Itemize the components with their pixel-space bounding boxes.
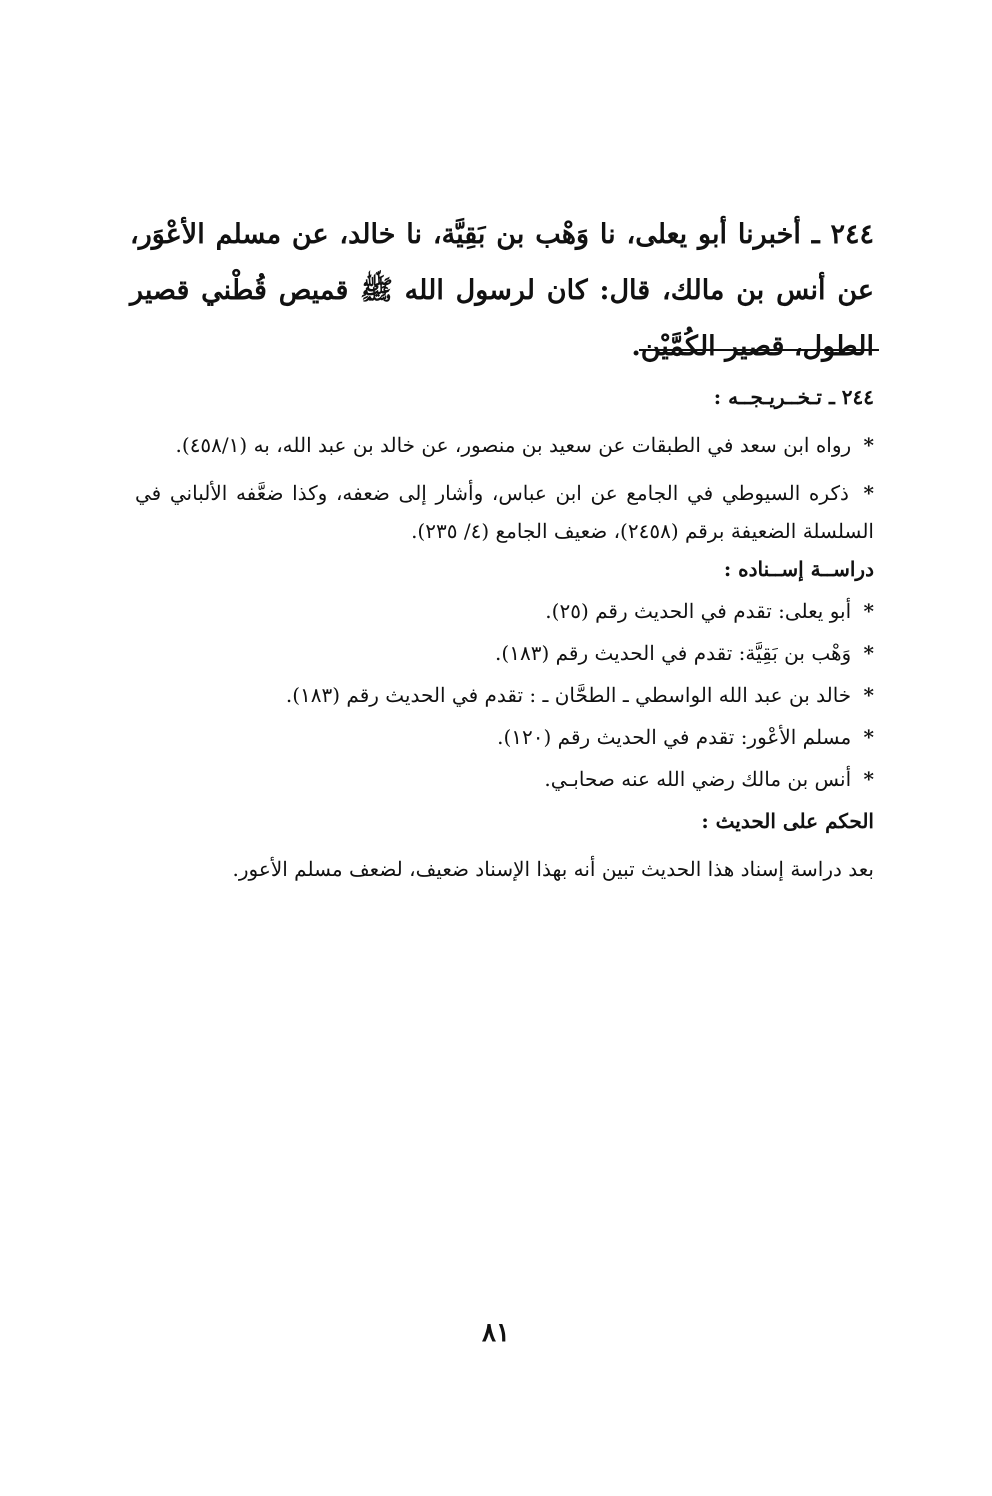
isnad-item <box>135 634 874 672</box>
bullet-star: * <box>863 481 874 505</box>
isnad-item <box>135 718 874 756</box>
takhrij-item-text: رواه ابن سعد في الطبقات عن سعيد بن منصور، عن خالد بن عبد الله، به (٤٥٨/١). <box>175 433 852 457</box>
takhrij-item-text: ذكره السيوطي في الجامع عن ابن عباس، وأشار إلى ضعفه، وكذا ضعَّفه الألباني في السلسلة الضعيفة برقم (٢٤٥٨)، ضعيف الجامع (٤/ ٢٣٥). <box>135 481 874 543</box>
hukm-heading: الحكم على الحديث : <box>701 809 874 833</box>
isnad-item-text: أنس بن مالك رضي الله عنه صحابـي. <box>544 767 852 791</box>
bullet-star: * <box>863 767 874 791</box>
bullet-star: * <box>863 725 874 749</box>
isnad-item <box>135 676 874 714</box>
bullet-star: * <box>863 683 874 707</box>
bullet-star: * <box>863 599 874 623</box>
takhrij-heading: ٢٤٤ ـ تـخــريـجــه : <box>713 385 874 409</box>
bullet-star: * <box>863 433 874 457</box>
takhrij-item <box>135 426 874 464</box>
page-number: ٨١ <box>482 1318 510 1348</box>
hadith-body: ـ أخبرنا أبو يعلى، نا وَهْب بن بَقِيَّة، نا خالد، عن مسلم الأعْوَر، عن أنس بن مالك، قال: كان لرسول الله ﷺ قميص قُطْني قصير الطول، قصير الكُمَّيْن. <box>130 219 874 362</box>
isnad-heading: دراســة إســناده : <box>723 557 874 581</box>
isnad-item-text: مسلم الأعْور: تقدم في الحديث رقم (١٢٠). <box>497 725 852 749</box>
footnotes <box>135 378 874 888</box>
isnad-item-text: أبو يعلى: تقدم في الحديث رقم (٢٥). <box>545 599 852 623</box>
bullet-star: * <box>863 641 874 665</box>
takhrij-item <box>135 474 874 550</box>
isnad-item-text: وَهْب بن بَقِيَّة: تقدم في الحديث رقم (١٨٣). <box>495 641 852 665</box>
hukm-text: بعد دراسة إسناد هذا الحديث تبين أنه بهذا الإسناد ضعيف، لضعف مسلم الأعور. <box>232 857 874 881</box>
isnad-item-text: خالد بن عبد الله الواسطي ـ الطحَّان ـ : تقدم في الحديث رقم (١٨٣). <box>285 683 852 707</box>
hadith-number: ٢٤٤ <box>830 219 875 250</box>
isnad-item <box>135 592 874 630</box>
isnad-item <box>135 760 874 798</box>
footnote-divider <box>639 349 879 351</box>
